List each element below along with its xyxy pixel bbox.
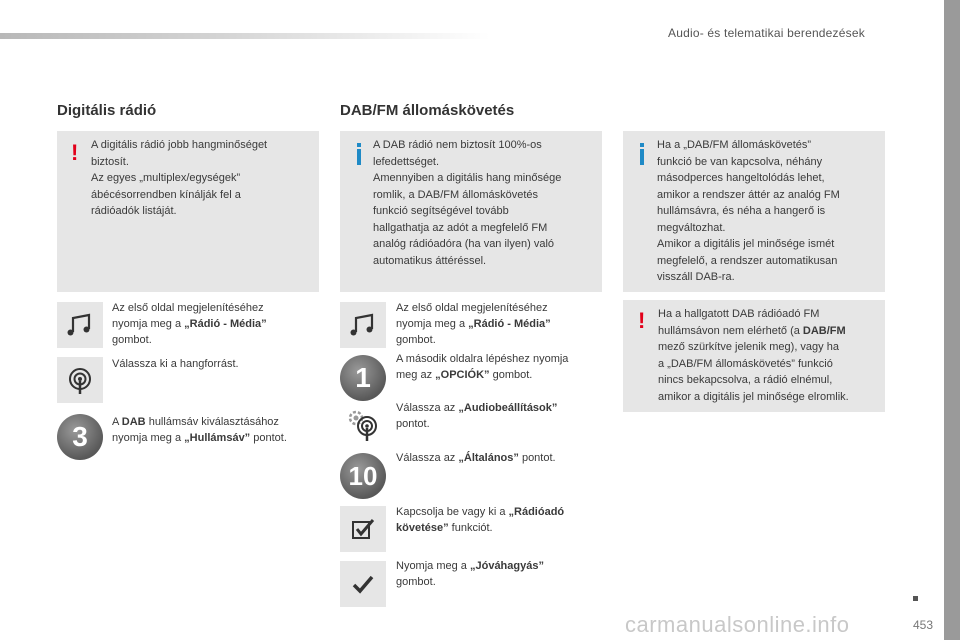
left-note-text: A digitális rádió jobb hangminőséget biztosít. Az egyes „multiplex/egységek” ábécésorrendben kínálják fel a rádióadók listáját. <box>91 139 268 217</box>
header-rule <box>0 33 490 39</box>
left-warning-note <box>57 131 319 292</box>
step-number-10: 10 <box>340 453 386 499</box>
music-note-icon <box>340 302 386 348</box>
right-note-text: Ha a „DAB/FM állomáskövetés” funkció be van kapcsolva, néhány másodperces hangeltolódás lehet, amikor a rendszer áttér az analóg FM hullámsávra, és néha a hangerő is megváltozhat. Amikor a digitális jel minősége ismét megfelelő, a rendszer automatikusan visszáll DAB-ra. <box>657 139 840 283</box>
warning-icon: ! <box>638 308 646 333</box>
right-info-note <box>623 131 885 292</box>
step-number-3: 3 <box>57 414 103 460</box>
left-heading: Digitális rádió <box>57 102 157 119</box>
middle-step-3: Válassza az „Audiobeállítások” pontot. <box>396 402 558 430</box>
audio-settings-icon <box>340 402 386 448</box>
page-marker <box>913 596 918 601</box>
page-edge-bar <box>944 0 960 640</box>
watermark: carmanualsonline.info <box>625 612 850 637</box>
radio-signal-icon <box>57 357 103 403</box>
info-icon <box>640 149 644 165</box>
middle-step-2: A második oldalra lépéshez nyomja meg az „OPCIÓK” gombot. <box>396 353 569 381</box>
left-step-2: Válassza ki a hangforrást. <box>112 358 239 370</box>
middle-step-5: Kapcsolja be vagy ki a „Rádióadó követése” funkciót. <box>396 506 565 534</box>
middle-heading: DAB/FM állomáskövetés <box>340 102 515 119</box>
info-icon <box>357 149 361 165</box>
right-warning-text: Ha a hallgatott DAB rádióadó FM hullámsávon nem elérhető (a DAB/FM mező szürkítve jelenik meg), vagy ha a „DAB/FM állomáskövetés” funkció nincs bekapcsolva, a rádió elnémul, amikor a digitális jel minősége elromlik. <box>658 308 849 403</box>
warning-icon: ! <box>71 140 79 165</box>
checkbox-icon <box>340 506 386 552</box>
middle-step-4: Válassza az „Általános” pontot. <box>396 452 556 464</box>
step-number-1: 1 <box>340 355 386 401</box>
left-step-3: A DAB hullámsáv kiválasztásához nyomja meg a „Hullámsáv” pontot. <box>112 416 287 444</box>
left-step-1: Az első oldal megjelenítéséhez nyomja meg a „Rádió - Média” gombot. <box>112 302 267 346</box>
middle-step-6: Nyomja meg a „Jóváhagyás” gombot. <box>396 560 544 588</box>
section-header: Audio- és telematikai berendezések <box>668 26 865 40</box>
middle-note-text: A DAB rádió nem biztosít 100%-os lefedettséget. Amennyiben a digitális hang minősége romlik, a DAB/FM állomáskövetés funkció segítségével tovább hallgathatja az adót a megfelelő FM analóg rádióadóra (ha van ilyen) való automatikus áttéréssel. <box>373 139 562 267</box>
middle-step-1: Az első oldal megjelenítéséhez nyomja meg a „Rádió - Média” gombot. <box>396 302 551 346</box>
checkmark-icon <box>340 561 386 607</box>
music-note-icon <box>57 302 103 348</box>
middle-info-note <box>340 131 602 292</box>
page-number: 453 <box>913 618 934 632</box>
right-warning-note <box>623 300 885 412</box>
